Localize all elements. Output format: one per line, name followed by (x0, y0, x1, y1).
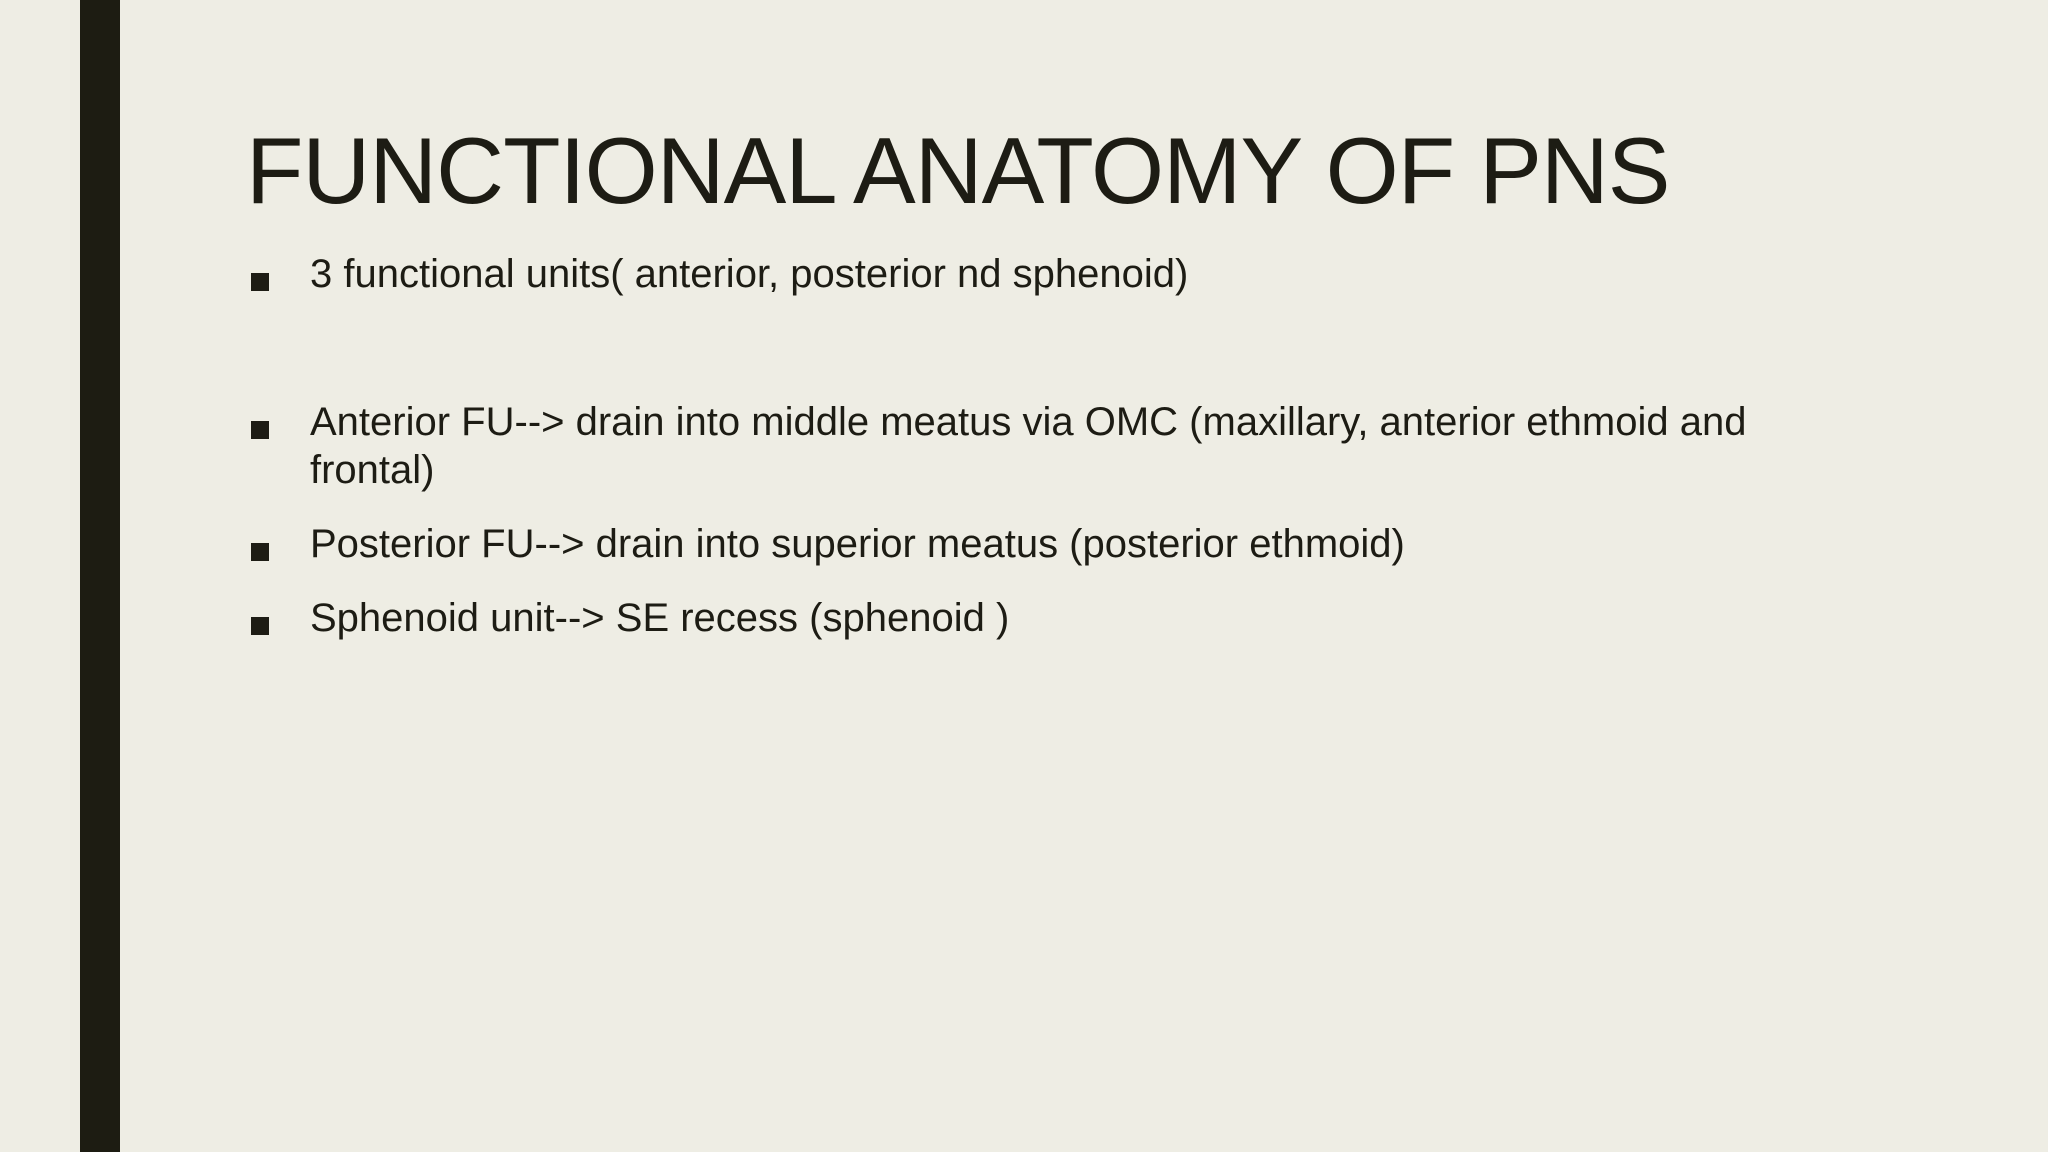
square-bullet-icon (251, 543, 269, 561)
bullet-item-functional-units (246, 250, 1806, 298)
bullet-text: Posterior FU--> drain into superior meatus (posterior ethmoid) (310, 522, 1405, 566)
slide-title: FUNCTIONAL ANATOMY OF PNS (246, 118, 1670, 223)
bullet-text: Sphenoid unit--> SE recess (sphenoid ) (310, 596, 1010, 640)
bullet-item-anterior-fu (246, 398, 1806, 494)
bullet-item-posterior-fu (246, 520, 1806, 568)
square-bullet-icon (251, 421, 269, 439)
bullet-text: 3 functional units( anterior, posterior nd sphenoid) (310, 252, 1189, 296)
square-bullet-icon (251, 273, 269, 291)
bullet-list (246, 250, 1806, 642)
square-bullet-icon (251, 617, 269, 635)
bullet-item-sphenoid-unit (246, 594, 1806, 642)
bullet-text: Anterior FU--> drain into middle meatus via OMC (maxillary, anterior ethmoid and frontal) (310, 400, 1747, 492)
left-accent-bar (80, 0, 120, 1152)
